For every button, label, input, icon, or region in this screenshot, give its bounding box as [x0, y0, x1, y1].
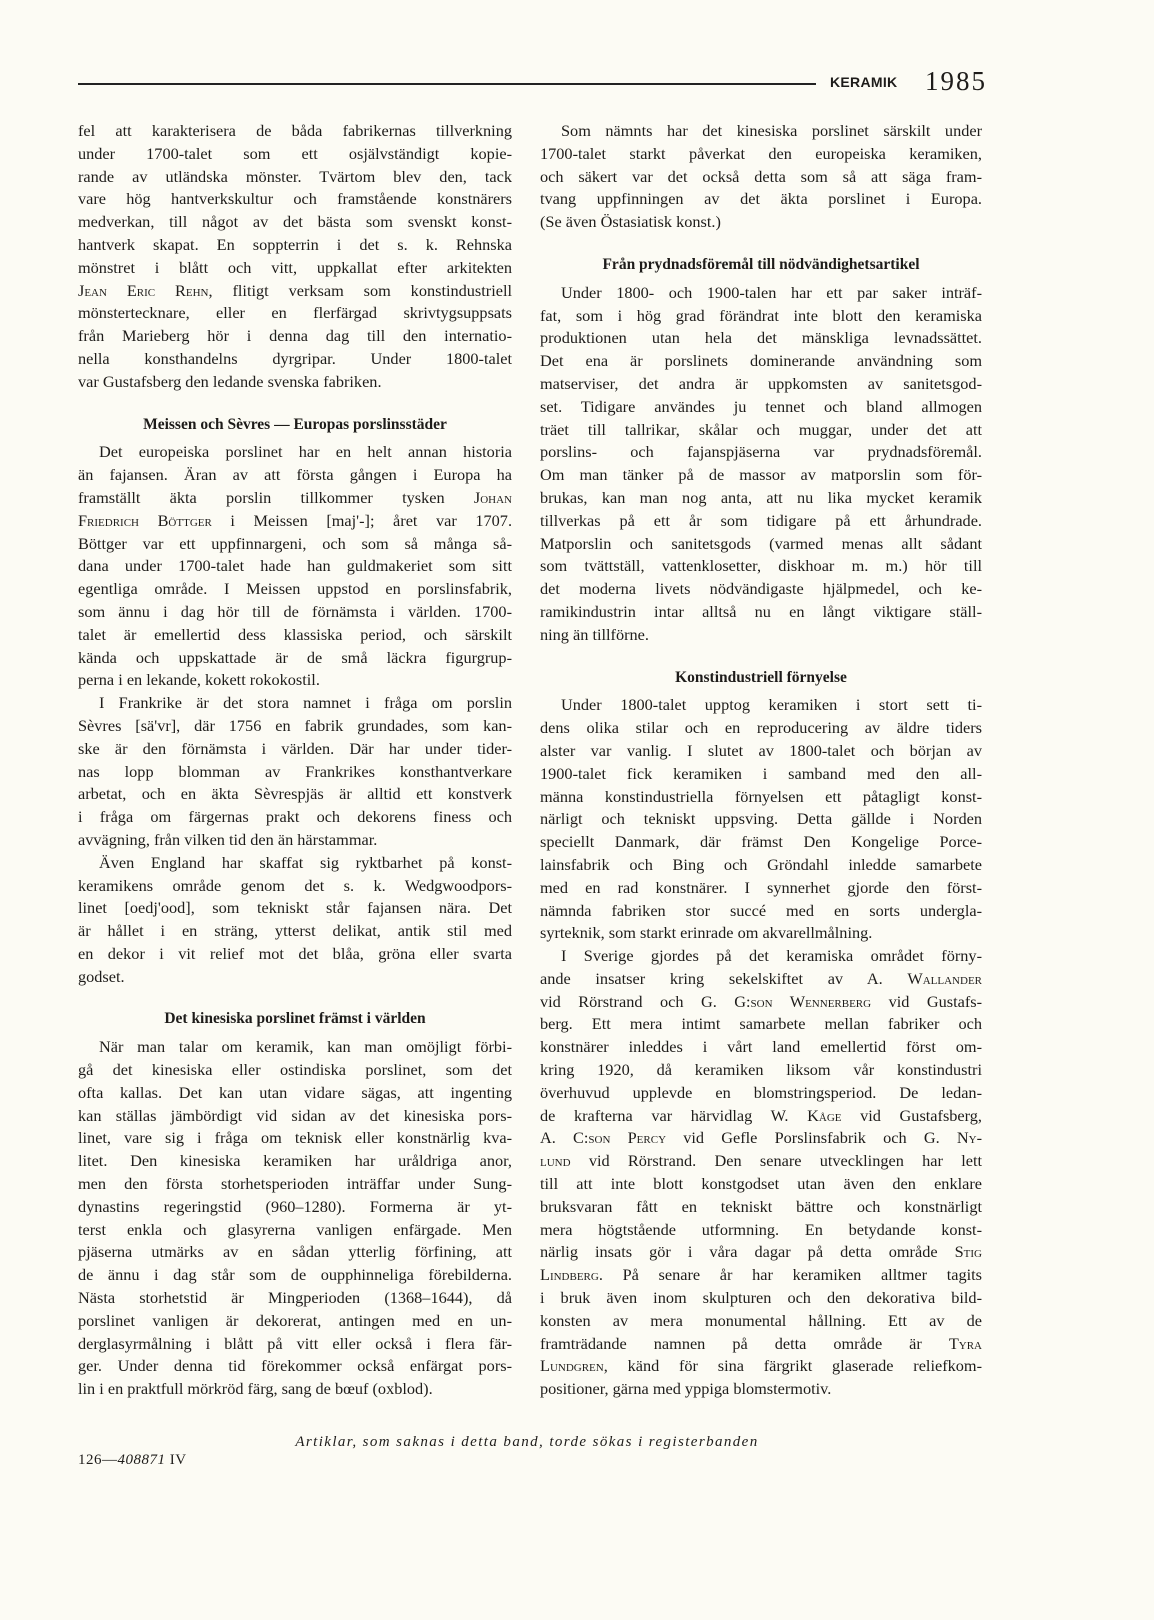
text-line: var Gustafsberg den ledande svenska fabriken.: [78, 371, 382, 391]
printer-signature: [78, 1452, 187, 1469]
paragraph: [78, 120, 512, 394]
text-line: syrteknik, som starkt erinrade om akvarellmålning.: [540, 923, 873, 943]
text-line: Det europeiska porslinet har en helt annan historia: [99, 442, 512, 462]
text-line: [540, 1127, 982, 1150]
person-name: son Wennerberg: [750, 991, 872, 1011]
text-line: nella konsthandelns dyrgripar. Under 1800-talet: [78, 348, 512, 368]
text-run: . På senare år har keramiken alltmer tagits: [598, 1265, 982, 1285]
text-line: (Se även Östasiatisk konst.): [540, 212, 721, 232]
person-name: lund: [540, 1151, 571, 1171]
header-rule: [78, 83, 816, 85]
text-line: ske är den förnämsta i världen. Där har under tider-: [78, 738, 512, 758]
signature-suffix: IV: [165, 1452, 187, 1468]
text-line: från Marieberg hör i denna dag till den internatio-: [78, 326, 512, 346]
text-line: I Frankrike är det stora namnet i fråga om porslin: [99, 693, 512, 713]
text-line: [78, 487, 512, 510]
text-line: Det ena är porslinets dominerande användning som: [540, 351, 982, 371]
text-line: under 1700-talet som ett osjälvständigt kopie-: [78, 143, 512, 163]
text-line: överhuvud upplevde en blomstringsperiod. De ledan-: [540, 1082, 982, 1102]
text-run: närlig insats gör i våra dagar på detta område: [540, 1242, 955, 1262]
text-run: framställt äkta porslin tillkommer tysken: [78, 487, 474, 507]
text-line: keramikens område genom det s. k. Wedgwoodpors-: [78, 875, 512, 895]
text-line: tvang uppfinningen av det äkta porslinet i Europa.: [540, 189, 982, 209]
page-number: 1985: [925, 66, 987, 96]
text-run: vid Gustafsberg,: [841, 1105, 982, 1125]
text-line: det moderna livets nödvändigaste hjälpmedel, och ke-: [540, 579, 982, 599]
text-line: tillverkas på ett år som tidigare på ett århundrade.: [540, 510, 982, 530]
text-line: Sèvres [sä'vr], där 1756 en fabrik grundades, som kan-: [78, 715, 512, 735]
text-line: [540, 1355, 982, 1378]
text-line: närligt och tekniskt uppsving. Detta gällde i Norden: [540, 809, 982, 829]
text-line: speciellt Danmark, där främst Den Kongelige Porce-: [540, 832, 982, 852]
text-line: Som nämnts har det kinesiska porslinet särskilt under: [561, 121, 982, 140]
paragraph: [78, 441, 512, 692]
text-line: brukas, kan man nog anta, att nu lika mycket keramik: [540, 487, 982, 507]
text-line: är hållet i en sträng, ytterst delikat, antik stil med: [78, 921, 512, 941]
text-line: kan ställas jämbördigt vid sidan av det kinesiska pors-: [78, 1105, 512, 1125]
text-run: vid Gustafs-: [871, 991, 983, 1011]
text-line: ramikindustrin intar alltså nu en långt viktigare ställ-: [540, 601, 982, 621]
text-line: en dekor i vit relief mot det blåa, gröna eller svarta: [78, 943, 512, 963]
text-line: porslins- och fajanspjäserna var prydnadsföremål.: [540, 442, 982, 462]
text-line: mera högtstående utformning. En betydande konst-: [540, 1219, 982, 1239]
text-line: linet, vare sig i fråga om teknisk eller konstnärlig kva-: [78, 1128, 512, 1148]
paragraph: [540, 694, 982, 945]
text-line: produktionen utan hela det mänskliga levnadssättet.: [540, 328, 982, 348]
text-line: set. Tidigare användes ju tennet och bland allmogen: [540, 396, 982, 416]
text-run: , flitigt verksam som konstindustriell: [208, 280, 512, 300]
paragraph: [78, 692, 512, 852]
person-name: Ny-: [956, 1128, 982, 1148]
text-line: de ännu i dag står som de oupphinneliga förebilderna.: [78, 1265, 512, 1285]
text-line: konsten av mera monumental hållning. Ett av de: [540, 1310, 982, 1330]
text-line: kända och uppskattade är de små läckra figurgrup-: [78, 647, 512, 667]
person-name: son Percy: [588, 1128, 667, 1148]
person-name: Friedrich Böttger: [78, 510, 212, 530]
person-name: Stig: [954, 1242, 982, 1262]
text-line: men den första storhetsperioden inträffar under Sung-: [78, 1174, 512, 1194]
person-name: Johan: [473, 487, 512, 507]
text-line: Även England har skaffat sig ryktbarhet på konst-: [99, 852, 512, 872]
text-line: lainsfabrik och Bing och Gröndahl inledde samarbete: [540, 854, 982, 874]
text-line: Under 1800-talet upptog keramiken i stort sett ti-: [561, 695, 982, 715]
person-name: Lindberg: [540, 1265, 599, 1285]
text-line: godset.: [78, 966, 125, 986]
text-line: 1900-talet fick keramiken i samband med den all-: [540, 763, 982, 783]
text-line: arbetat, och en äkta Sèvrespjäs är alltid ett konstverk: [78, 784, 512, 804]
left-column: [78, 120, 512, 1401]
signature-number: 408871: [117, 1452, 166, 1468]
text-line: Böttger var ett uppfinnargeni, och som så många så-: [78, 533, 512, 553]
text-run: vid Rörstrand och G. G:: [540, 991, 751, 1011]
text-line: [540, 1264, 982, 1287]
text-run: framträdande namnen på detta område är: [540, 1333, 949, 1353]
text-line: männa konstindustriella förnyelsen ett påtagligt konst-: [540, 786, 982, 806]
text-line: medverkan, till något av det bästa som svenskt konst-: [78, 212, 512, 232]
text-line: [540, 968, 982, 991]
text-line: ofta kallas. Det kan utan vidare sägas, att ingenting: [78, 1082, 512, 1102]
text-line: mönstret i blått och vitt, uppkallat efter arkitekten: [78, 257, 512, 277]
text-line: hantverk skapat. En soppterrin i det s. k. Rehnska: [78, 234, 512, 254]
text-line: positioner, gärna med yppiga blomstermotiv.: [540, 1379, 832, 1399]
text-line: [78, 510, 512, 533]
text-line: bruksvaran fått en tekniskt bättre och konstnärligt: [540, 1196, 982, 1216]
paragraph: [78, 852, 512, 989]
text-line: matserviser, det andra är uppkomsten av sanitetsgod-: [540, 373, 982, 393]
text-line: som ännu i dag hör till de förnämsta i världen. 1700-: [78, 601, 512, 621]
signature-prefix: 126—: [78, 1452, 118, 1468]
text-line: till att inte blott konstgodset utan även den enklare: [540, 1174, 982, 1194]
text-line: lin i en praktfull mörkröd färg, sang de bœuf (oxblod).: [78, 1379, 433, 1399]
text-line: perna i en lekande, kokett rokokostil.: [78, 670, 320, 690]
text-line: I Sverige gjordes på det keramiska området förny-: [561, 946, 982, 966]
right-column: [540, 120, 982, 1401]
paragraph: [78, 1036, 512, 1401]
person-name: Tyra: [948, 1333, 982, 1353]
text-run: i Meissen [maj'-]; året var 1707.: [211, 510, 513, 530]
text-line: derglasyrmålning i blått på vitt eller också i flera fär-: [78, 1333, 512, 1353]
text-line: dynastins regeringstid (960–1280). Formerna är yt-: [78, 1196, 512, 1216]
text-line: litet. Den kinesiska keramiken har uråldriga anor,: [78, 1151, 512, 1171]
text-line: Nästa storhetstid är Mingperioden (1368–1644), då: [78, 1288, 512, 1308]
text-line: och säkert var det också detta som så att säga fram-: [540, 166, 982, 186]
paragraph: [540, 282, 982, 647]
text-line: [78, 280, 512, 303]
text-line: nämnda fabriken stor succé med en sorts undergla-: [540, 900, 982, 920]
text-line: [540, 1333, 982, 1356]
text-line: fat, som i hög grad förändrat inte blott den keramiska: [540, 305, 982, 325]
text-line: med en rad konstnärer. I synnerhet gjorde den först-: [540, 877, 982, 897]
text-line: mönstertecknare, eller en flerfärgad skrivtygsuppsats: [78, 303, 512, 323]
footer-note: Artiklar, som saknas i detta band, torde sökas i registerbanden: [295, 1434, 759, 1450]
text-line: Om man tänker på de massor av matporslin som för-: [540, 465, 982, 485]
text-line: avvägning, från vilken tid den än härstammar.: [78, 829, 378, 849]
text-line: kring 1920, då keramiken liksom vår konstindustri: [540, 1060, 982, 1080]
text-line: än fajansen. Äran av att första gången i Europa ha: [78, 465, 512, 485]
text-line: ger. Under denna tid förekommer också enfärgat pors-: [78, 1356, 512, 1376]
text-line: Under 1800- och 1900-talen har ett par saker inträf-: [561, 282, 982, 302]
person-name: Kåge: [807, 1105, 842, 1125]
text-line: som tvättställ, vattenklosetter, diskhoar m. m.) hör till: [540, 556, 982, 576]
text-run: de krafterna var härvidlag W.: [540, 1105, 808, 1125]
text-line: konstnärer inleddes i vårt land emellertid först om-: [540, 1037, 982, 1057]
text-line: dens olika stilar och en reproducering av äldre tiders: [540, 718, 982, 738]
text-line: 1700-talet starkt påverkat den europeiska keramiken,: [540, 143, 982, 163]
text-run: A. C:: [540, 1128, 589, 1148]
text-line: träet till tallrikar, skålar och muggar, under det att: [540, 419, 982, 439]
text-line: [540, 991, 982, 1014]
text-run: vid Rörstrand. Den senare utvecklingen har lett: [570, 1151, 982, 1171]
text-line: [540, 1105, 982, 1128]
text-line: talet är emellertid dess klassiska period, och särskilt: [78, 624, 512, 644]
text-line: [540, 1241, 982, 1264]
text-line: i bruk även inom skulpturen och den dekorativa bild-: [540, 1288, 982, 1308]
text-line: gå det kinesiska eller ostindiska porslinet, som det: [78, 1060, 512, 1080]
text-line: berg. Ett mera intimt samarbete mellan fabriker och: [540, 1014, 982, 1034]
section-heading: Meissen och Sèvres — Europas porslinsstäder: [143, 415, 447, 433]
text-line: egentliga område. I Meissen uppstod en porslinsfabrik,: [78, 579, 512, 599]
running-head: KERAMIK: [830, 74, 898, 90]
section-heading: Från prydnadsföremål till nödvändighetsartikel: [602, 255, 920, 273]
text-run: ande insatser kring sekelskiftet av A.: [540, 968, 908, 988]
text-line: Matporslin och sanitetsgods (varmed menas allt sådant: [540, 533, 982, 553]
person-name: Jean Eric Rehn: [78, 280, 209, 300]
text-line: fel att karakterisera de båda fabrikernas tillverkning: [78, 121, 512, 140]
text-line: terst enkla och glasyrerna vanligen enfärgade. Men: [78, 1219, 512, 1239]
person-name: Lundgren: [540, 1356, 604, 1376]
section-heading: Konstindustriell förnyelse: [675, 668, 847, 686]
text-line: När man talar om keramik, kan man omöjligt förbi-: [99, 1037, 512, 1057]
person-name: Wallander: [907, 968, 982, 988]
text-line: dana under 1700-talet hade han guldmakeriet som sitt: [78, 556, 512, 576]
text-line: pjäserna utmärks av en sådan ytterlig förfining, att: [78, 1242, 512, 1262]
text-line: ning än tillförne.: [540, 624, 649, 644]
text-line: linet [oedj'ood], som tekniskt står fajansen nära. Det: [78, 898, 512, 918]
paragraph: [540, 945, 982, 1401]
text-line: nas lopp blomman av Frankrikes konsthantverkare: [78, 761, 512, 781]
text-line: i fråga om färgernas prakt och dekorens finess och: [78, 807, 512, 827]
section-heading: Det kinesiska porslinet främst i världen: [164, 1010, 426, 1028]
text-line: rande av utländska mönster. Tvärtom blev den, tack: [78, 166, 512, 186]
text-line: alster var vanlig. I slutet av 1800-talet och början av: [540, 740, 982, 760]
text-line: vare hög hantverkskultur och framstående konstnärers: [78, 189, 512, 209]
text-line: porslinet vanligen är dekorerat, antingen med en un-: [78, 1310, 512, 1330]
text-run: vid Gefle Porslinsfabrik och G.: [666, 1128, 957, 1148]
text-run: , känd för sina färgrikt glaserade reliefkom-: [603, 1356, 982, 1376]
text-line: [540, 1150, 982, 1173]
paragraph: [540, 120, 982, 234]
